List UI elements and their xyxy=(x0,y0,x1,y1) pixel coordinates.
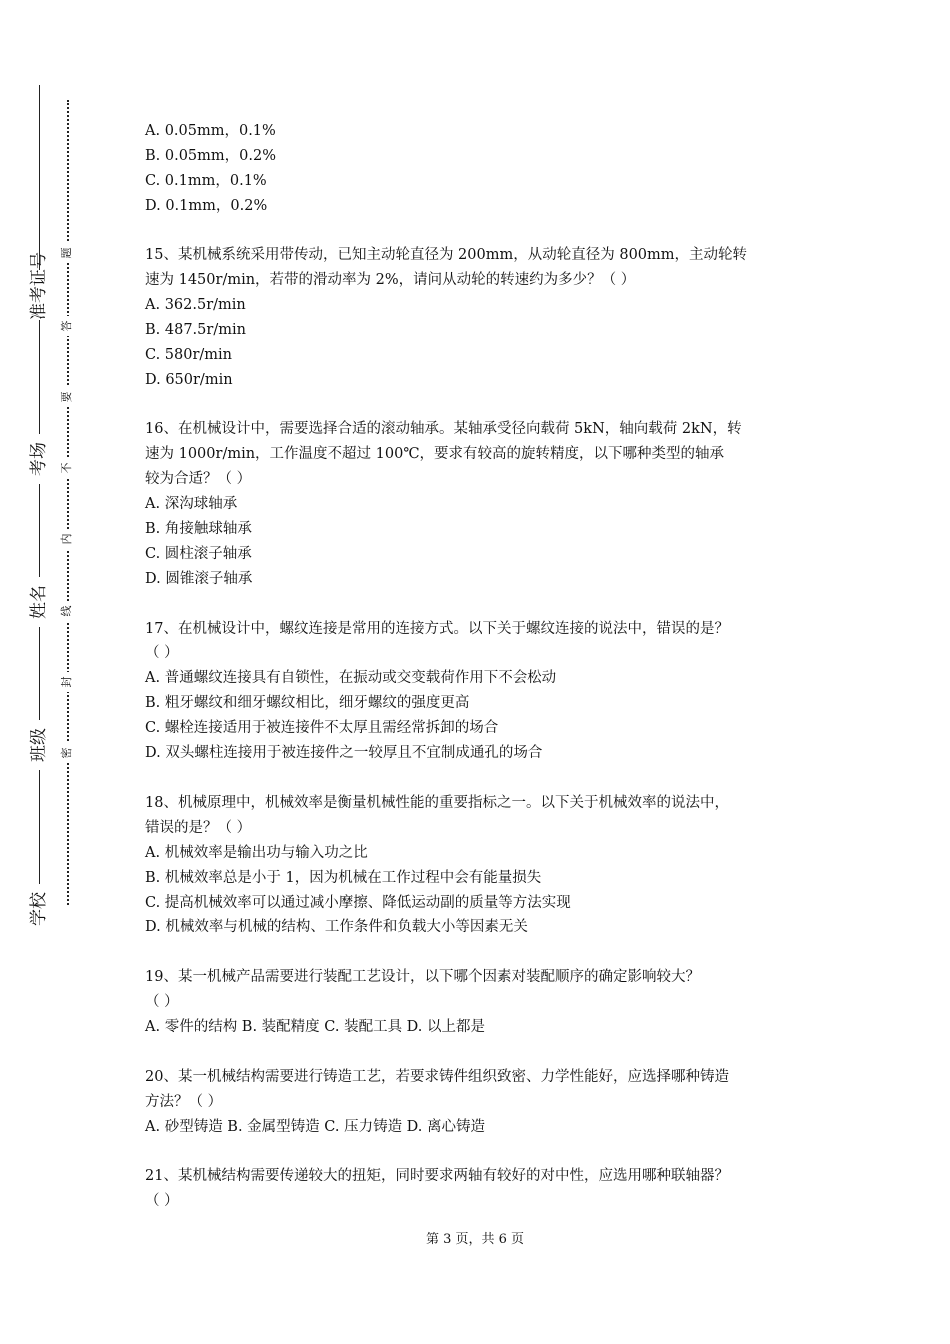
seal-char: 要 xyxy=(59,387,75,407)
binding-dotted-line xyxy=(67,100,69,905)
q21-stem: （ ） xyxy=(145,1193,179,1209)
label-exam-room: 考场 xyxy=(29,434,49,484)
q18-stem: 18、机械原理中，机械效率是衡量机械性能的重要指标之一。以下关于机械效率的说法中， xyxy=(145,795,729,811)
q17-option: C. 螺栓连接适用于被连接件不太厚且需经常拆卸的场合 xyxy=(145,720,499,736)
q21-stem: 21、某机械结构需要传递较大的扭矩，同时要求两轴有较好的对中性，应选用哪种联轴器？ xyxy=(145,1168,729,1184)
q14-option: A. 0.05mm，0.1% xyxy=(145,123,276,139)
q14-option: B. 0.05mm，0.2% xyxy=(145,148,276,164)
q19-stem: 19、某一机械产品需要进行装配工艺设计，以下哪个因素对装配顺序的确定影响较大？ xyxy=(145,969,700,985)
q17-option: D. 双头螺柱连接用于被连接件之一较厚且不宜制成通孔的场合 xyxy=(145,745,543,761)
q16-option: B. 角接触球轴承 xyxy=(145,521,252,537)
q20-stem: 方法？（ ） xyxy=(145,1094,223,1110)
binding-solid-line xyxy=(39,85,40,930)
binding-margin xyxy=(0,0,110,1344)
q19-options: A. 零件的结构 B. 装配精度 C. 装配工具 D. 以上都是 xyxy=(145,1019,486,1035)
seal-char: 不 xyxy=(59,458,75,478)
q16-stem: 速为 1000r/min，工作温度不超过 100℃，要求有较高的旋转精度，以下哪种类型的轴承 xyxy=(145,446,725,462)
seal-char: 题 xyxy=(59,243,75,263)
seal-char: 封 xyxy=(59,672,75,692)
q18-option: D. 机械效率与机械的结构、工作条件和负载大小等因素无关 xyxy=(145,919,528,935)
q14-option: C. 0.1mm，0.1% xyxy=(145,173,267,189)
q15-option: D. 650r/min xyxy=(145,372,233,388)
q15-stem: 15、某机械系统采用带传动，已知主动轮直径为 200mm，从动轮直径为 800mm，主动轮转 xyxy=(145,247,748,263)
q15-option: B. 487.5r/min xyxy=(145,322,246,338)
q16-stem: 16、在机械设计中，需要选择合适的滚动轴承。某轴承受径向载荷 5kN，轴向载荷 2kN，转 xyxy=(145,421,742,437)
q18-option: B. 机械效率总是小于 1，因为机械在工作过程中会有能量损失 xyxy=(145,870,542,886)
q17-stem: （ ） xyxy=(145,645,179,661)
q16-stem: 较为合适？（ ） xyxy=(145,471,252,487)
q15-stem: 速为 1450r/min，若带的滑动率为 2%，请问从动轮的转速约为多少？（ ） xyxy=(145,272,636,288)
q15-option: C. 580r/min xyxy=(145,347,233,363)
page-footer: 第 3 页，共 6 页 xyxy=(425,1232,525,1247)
label-class: 班级 xyxy=(29,720,49,770)
q20-stem: 20、某一机械结构需要进行铸造工艺，若要求铸件组织致密、力学性能好，应选择哪种铸造 xyxy=(145,1069,729,1085)
seal-char: 线 xyxy=(59,601,75,621)
q18-stem: 错误的是？（ ） xyxy=(145,820,252,836)
q18-option: C. 提高机械效率可以通过减小摩擦、降低运动副的质量等方法实现 xyxy=(145,895,571,911)
q17-option: A. 普通螺纹连接具有自锁性，在振动或交变载荷作用下不会松动 xyxy=(145,670,557,686)
q16-option: D. 圆锥滚子轴承 xyxy=(145,571,253,587)
seal-char: 密 xyxy=(59,743,75,763)
q17-stem: 17、在机械设计中，螺纹连接是常用的连接方式。以下关于螺纹连接的说法中，错误的是？ xyxy=(145,621,729,637)
q20-options: A. 砂型铸造 B. 金属型铸造 C. 压力铸造 D. 离心铸造 xyxy=(145,1119,486,1135)
q19-stem: （ ） xyxy=(145,994,179,1010)
seal-char: 答 xyxy=(59,316,75,336)
label-exam-number: 准考证号 xyxy=(29,252,49,320)
seal-char: 内 xyxy=(59,529,75,549)
label-school: 学校 xyxy=(29,884,49,934)
q15-option: A. 362.5r/min xyxy=(145,297,246,313)
q17-option: B. 粗牙螺纹和细牙螺纹相比，细牙螺纹的强度更高 xyxy=(145,695,470,711)
q14-option: D. 0.1mm，0.2% xyxy=(145,198,268,214)
q16-option: C. 圆柱滚子轴承 xyxy=(145,546,252,562)
label-name: 姓名 xyxy=(29,577,49,627)
q16-option: A. 深沟球轴承 xyxy=(145,496,238,512)
q18-option: A. 机械效率是输出功与输入功之比 xyxy=(145,845,368,861)
